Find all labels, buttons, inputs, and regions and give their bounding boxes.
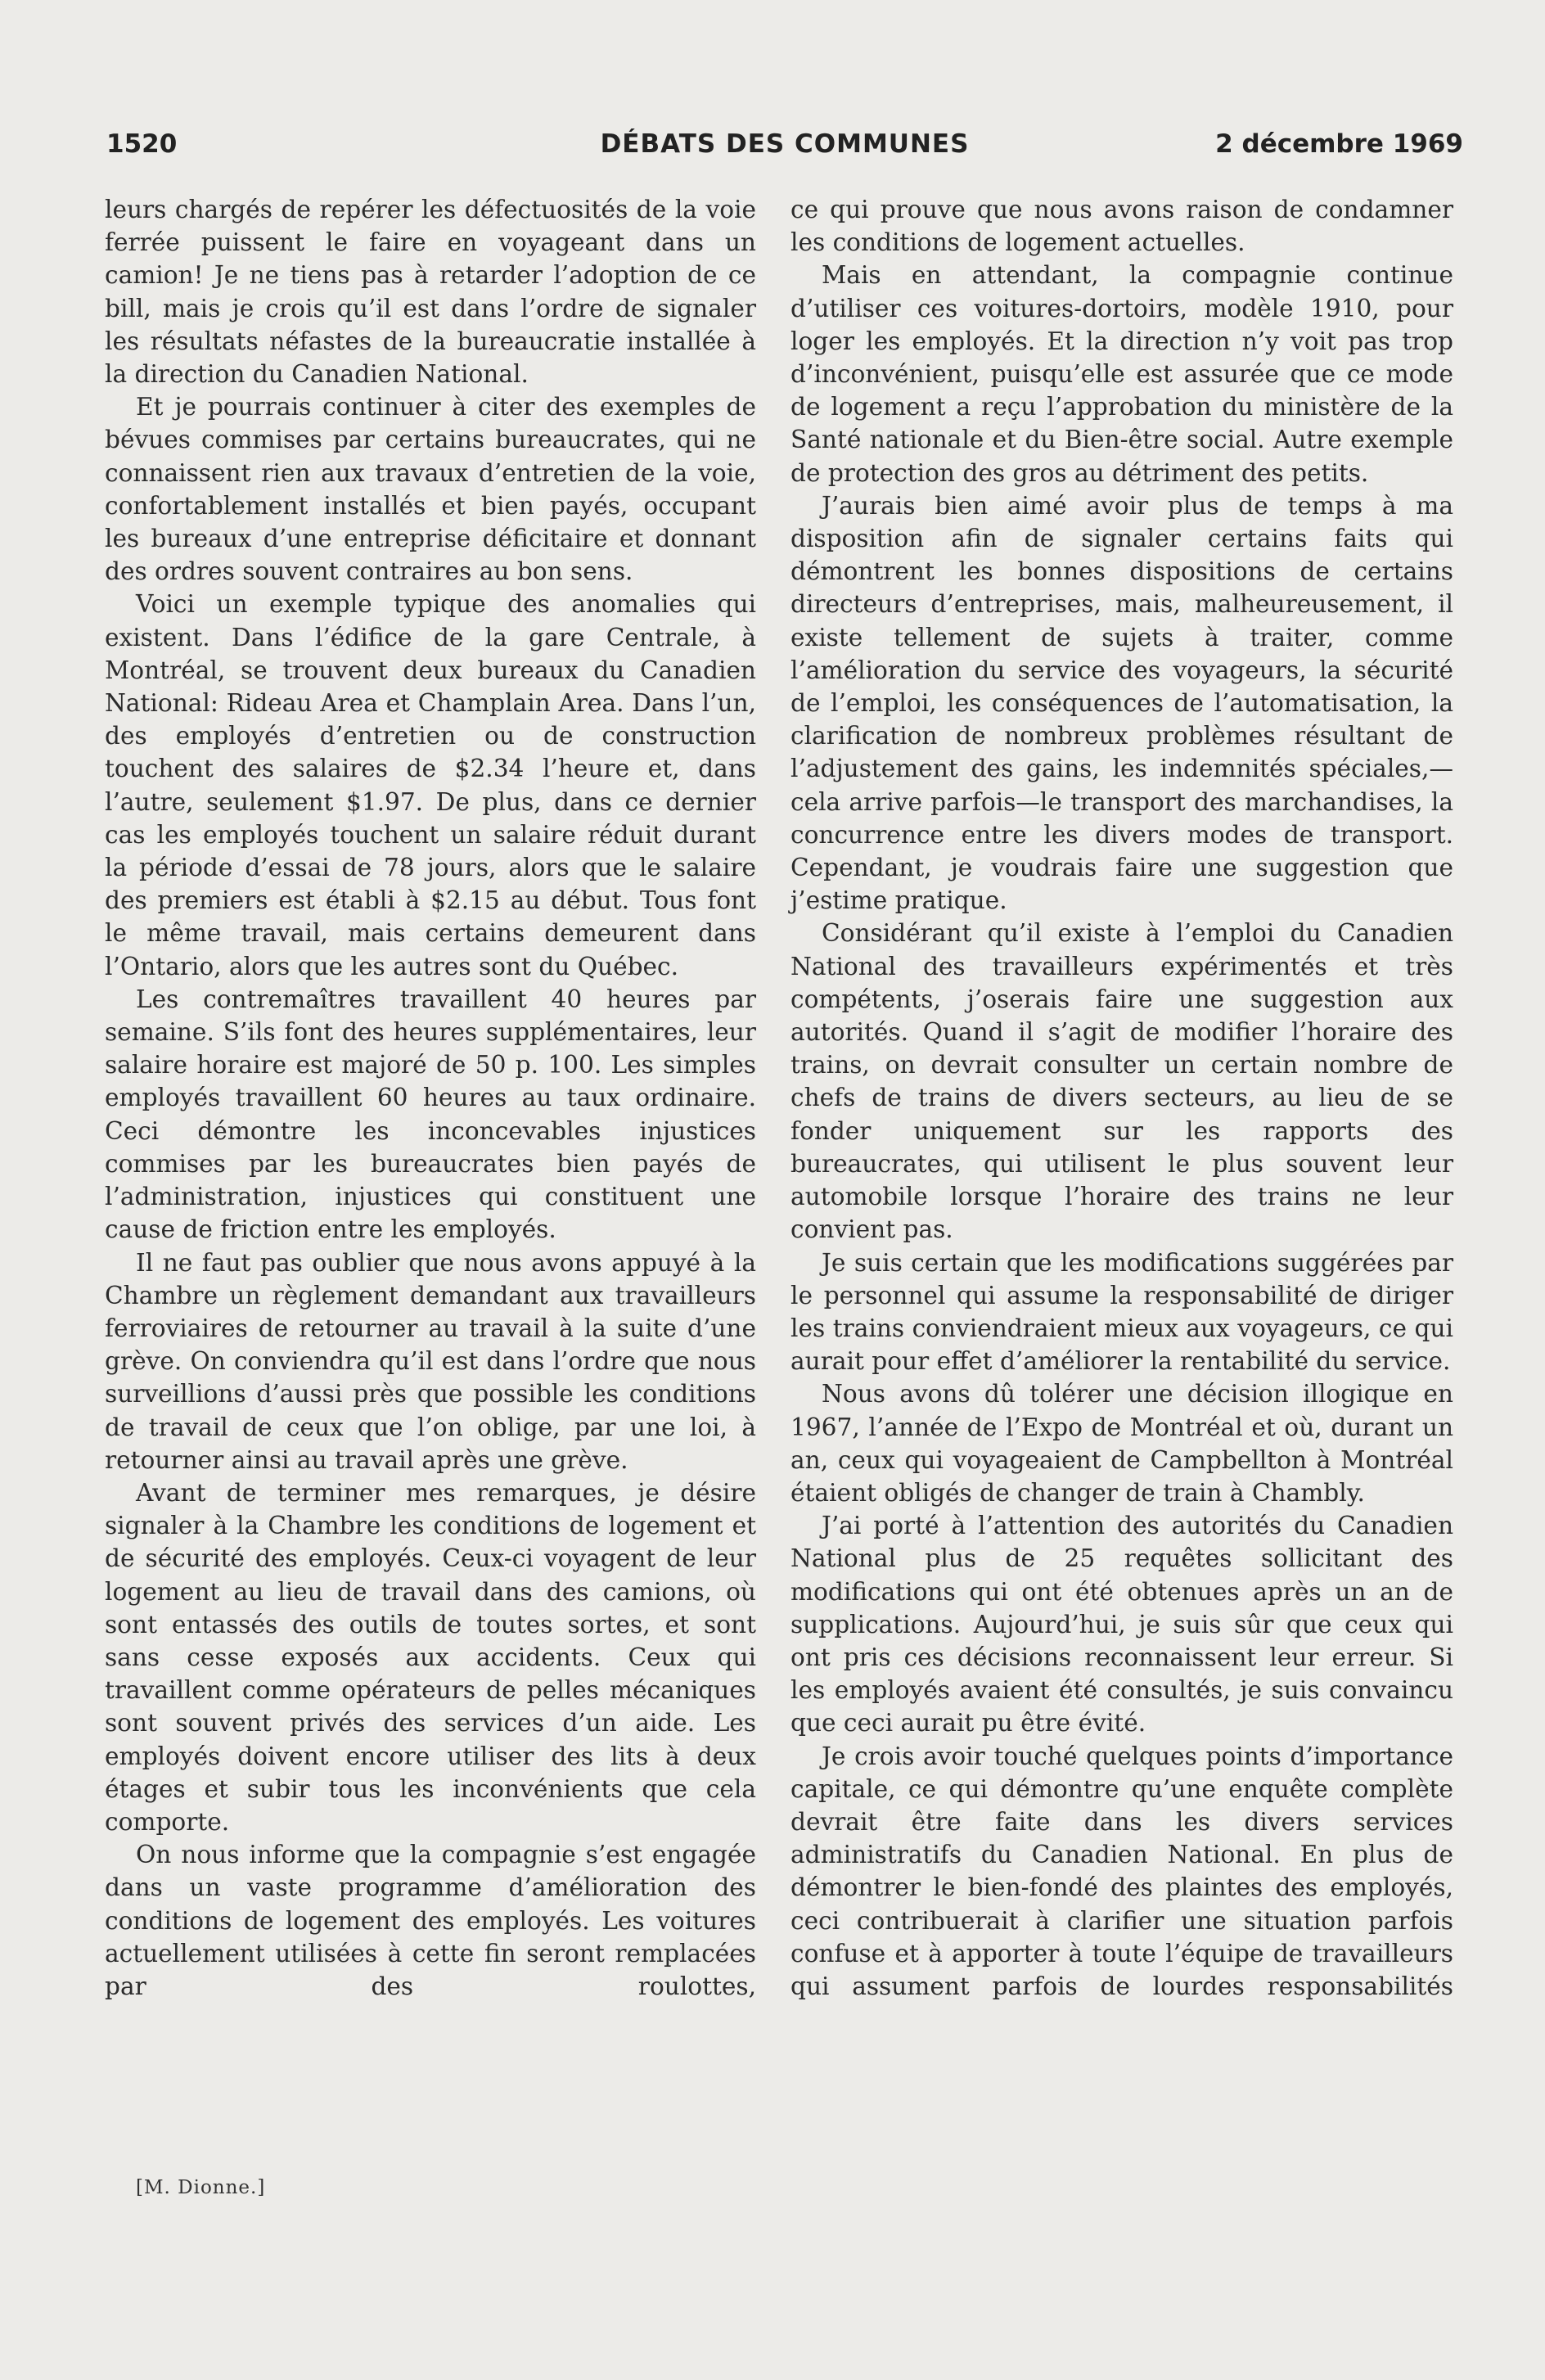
- paragraph: J’aurais bien aimé avoir plus de temps à ma disposition afin de signaler certains faits qui démontrent les bonnes dispositions de certains directeurs d’entreprises, mais, malheureusement, il existe tellement de sujets à traiter, comme l’amélioration du service des voyageurs, la sécurité de l’emploi, les conséquences de l’automatisation, la clarification de nombreux problèmes résultant de l’adjustement des gains, les indemnités spéciales,—cela arrive parfois—le transport des marchandises, la concurrence entre les divers modes de transport. Cependant, je voudrais faire une suggestion que j’estime pratique.: [791, 491, 1453, 915]
- paragraph: Considérant qu’il existe à l’emploi du Canadien National des travailleurs expérimentés et très compétents, j’oserais faire une suggestion aux autorités. Quand il s’agit de modifier l’horaire des trains, on devrait consulter un certain nombre de chefs de trains de divers secteurs, au lieu de se fonder uniquement sur les rapports des bureaucrates, qui utilisent le plus souvent leur automobile lorsque l’horaire des trains ne leur convient pas.: [791, 919, 1453, 1244]
- right-column: [791, 193, 1453, 2003]
- paragraph: Je crois avoir touché quelques points d’importance capitale, ce qui démontre qu’une enquête complète devrait être faite dans les divers services administratifs du Canadien National. En plus de démontrer le bien-fondé des plaintes des employés, ceci contribuerait à clarifier une situation parfois confuse et à apporter à toute l’équipe de travailleurs qui assument parfois de lourdes responsabilités: [791, 1742, 1453, 2000]
- paragraph: ce qui prouve que nous avons raison de condamner les conditions de logement actuelles.: [791, 196, 1453, 257]
- paragraph: Les contremaîtres travaillent 40 heures par semaine. S’ils font des heures supplémentaires, leur salaire horaire est majoré de 50 p. 100. Les simples employés travaillent 60 heures au taux ordinaire. Ceci démontre les inconcevables injustices commises par les bureaucrates bien payés de l’administration, injustices qui constituent une cause de friction entre les employés.: [105, 985, 756, 1244]
- paragraph: Il ne faut pas oublier que nous avons appuyé à la Chambre un règlement demandant aux travailleurs ferroviaires de retourner au travail à la suite d’une grève. On conviendra qu’il est dans l’ordre que nous surveillions d’aussi près que possible les conditions de travail de ceux que l’on oblige, par une loi, à retourner ainsi au travail après une grève.: [105, 1248, 756, 1474]
- paragraph: On nous informe que la compagnie s’est engagée dans un vaste programme d’amélioration des conditions de logement des employés. Les voitures actuellement utilisées à cette fin seront remplacées par des roulottes,: [105, 1841, 756, 2000]
- paragraph: Je suis certain que les modifications suggérées par le personnel qui assume la responsabilité de diriger les trains conviendraient mieux aux voyageurs, ce qui aurait pour effet d’améliorer la rentabilité du service.: [791, 1248, 1453, 1376]
- paragraph: leurs chargés de repérer les défectuosités de la voie ferrée puissent le faire en voyageant dans un camion! Je ne tiens pas à retarder l’adoption de ce bill, mais je crois qu’il est dans l’ordre de signaler les résultats néfastes de la bureaucratie installée à la direction du Canadien National.: [105, 196, 756, 389]
- left-column: [105, 193, 756, 2003]
- paragraph: Avant de terminer mes remarques, je désire signaler à la Chambre les conditions de logement et de sécurité des employés. Ceux-ci voyagent de leur logement au lieu de travail dans des camions, où sont entassés des outils de toutes sortes, et sont sans cesse exposés aux accidents. Ceux qui travaillent comme opérateurs de pelles mécaniques sont souvent privés des services d’un aide. Les employés doivent encore utiliser des lits à deux étages et subir tous les inconvénients que cela comporte.: [105, 1478, 756, 1836]
- paragraph: Nous avons dû tolérer une décision illogique en 1967, l’année de l’Expo de Montréal et où, durant un an, ceux qui voyageaient de Campbellton à Montréal étaient obligés de changer de train à Chambly.: [791, 1380, 1453, 1507]
- publication-title: DÉBATS DES COMMUNES: [600, 129, 970, 159]
- speaker-attribution: [M. Dionne.]: [136, 2177, 266, 2198]
- issue-date: 2 décembre 1969: [1215, 129, 1463, 159]
- paragraph: Voici un exemple typique des anomalies qui existent. Dans l’édifice de la gare Centrale, à Montréal, se trouvent deux bureaux du Canadien National: Rideau Area et Champlain Area. Dans l’un, des employés d’entretien ou de construction touchent des salaires de $2.34 l’heure et, dans l’autre, seulement $1.97. De plus, dans ce dernier cas les employés touchent un salaire réduit durant la période d’essai de 78 jours, alors que le salaire des premiers est établi à $2.15 au début. Tous font le même travail, mais certains demeurent dans l’Ontario, alors que les autres sont du Québec.: [105, 590, 756, 980]
- paragraph: Et je pourrais continuer à citer des exemples de bévues commises par certains bureaucrates, qui ne connaissent rien aux travaux d’entretien de la voie, confortablement installés et bien payés, occupant les bureaux d’une entreprise déficitaire et donnant des ordres souvent contraires au bon sens.: [105, 393, 756, 586]
- paragraph: Mais en attendant, la compagnie continue d’utiliser ces voitures-dortoirs, modèle 1910, pour loger les employés. Et la direction n’y voit pas trop d’inconvénient, puisqu’elle est assurée que ce mode de logement a reçu l’approbation du ministère de la Santé nationale et du Bien-être social. Autre exemple de protection des gros au détriment des petits.: [791, 261, 1453, 487]
- paragraph: J’ai porté à l’attention des autorités du Canadien National plus de 25 requêtes sollicitant des modifications qui ont été obtenues après un an de supplications. Aujourd’hui, je suis sûr que ceux qui ont pris ces décisions reconnaissent leur erreur. Si les employés avaient été consultés, je suis convaincu que ceci aurait pu être évité.: [791, 1512, 1453, 1738]
- page-header: [106, 129, 1463, 170]
- page-number: 1520: [106, 129, 178, 159]
